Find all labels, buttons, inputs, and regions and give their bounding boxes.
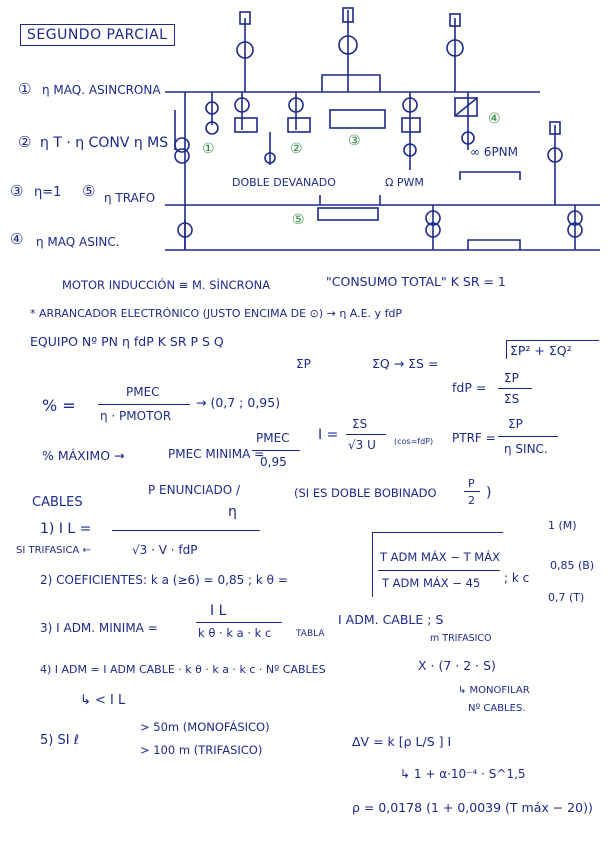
pct-numerator: PMEC: [126, 385, 160, 399]
cables-rho: ρ = 0,0178 (1 + 0,0039 (T máx − 20)): [352, 800, 593, 815]
diagram-circle-5: ⑤: [292, 212, 305, 228]
sum-q-arrow: ΣQ → ΣS =: [372, 356, 439, 371]
i-denominator: √3 U: [348, 438, 376, 452]
cables-lt-il: ↳ < I L: [80, 693, 126, 708]
cables-p-enunciado: P ENUNCIADO /: [148, 483, 241, 497]
pmec-min-label: PMEC MINIMA =: [168, 447, 265, 461]
cables-x-expression: X · (7 · 2 · S): [418, 658, 496, 673]
item-3-number: ③: [10, 182, 24, 200]
label-doble-devanado: DOBLE DEVANADO: [232, 176, 336, 189]
cables-kc: ; k c: [504, 571, 530, 585]
cables-delta-v: ΔV = k [ρ L/S ] I: [352, 734, 452, 749]
pmec-min-numerator: PMEC: [256, 431, 290, 445]
cables-step3-result: I ADM. CABLE ; S: [338, 612, 444, 627]
line-arrancador: * ARRANCADOR ELECTRÓNICO (JUSTO ENCIMA DE ⊙) → η A.E. y fdP: [30, 307, 403, 320]
cables-tabla: TABLA: [296, 629, 325, 639]
cables-sqrt-fraction-bar: [378, 570, 500, 571]
pmec-min-denominator: 0,95: [260, 455, 287, 469]
item-4-text: η MAQ ASINC.: [36, 235, 120, 249]
cables-doble-bobinado: (SI ES DOBLE BOBINADO: [294, 486, 437, 500]
ptrf-numerator: ΣP: [508, 417, 523, 431]
cables-monofasico: > 50m (MONOFÁSICO): [140, 720, 270, 734]
cables-step1-denominator: √3 · V · fdP: [132, 543, 198, 557]
pmec-min-fraction-bar: [252, 450, 300, 451]
cables-close-paren: ): [486, 485, 492, 501]
cables-delta-v-k: ↳ 1 + α·10⁻⁴ · S^1,5: [400, 767, 526, 781]
cables-sqrt-denominator: T ADM MÁX − 45: [382, 576, 481, 590]
cables-kc-1: 1 (M): [548, 519, 577, 532]
pct-fraction-bar: [98, 404, 190, 405]
cables-m-trifasico: m TRIFASICO: [430, 633, 492, 644]
fdp-fraction-bar: [498, 388, 532, 389]
cables-kc-3: 0,7 (T): [548, 591, 585, 604]
ptrf-denominator: η SINC.: [504, 442, 548, 456]
cables-step3: 3) I ADM. MINIMA =: [40, 621, 158, 635]
cables-step3-denominator: k θ · k a · k c: [198, 626, 272, 640]
pct-denominator: η · PMOTOR: [100, 409, 172, 423]
cables-monofilar: ↳ MONOFILAR: [458, 685, 530, 696]
pct-max-label: % MÁXIMO →: [42, 448, 125, 463]
diagram-circle-3: ③: [348, 133, 361, 149]
i-fraction-bar: [346, 434, 386, 435]
line-equipo-header: EQUIPO Nº PN η fdP K SR P S Q: [30, 334, 224, 349]
sum-p: ΣP: [296, 357, 311, 371]
cables-p-half-bar: [464, 491, 480, 492]
label-pwm: Ω PWM: [385, 176, 424, 189]
fdp-numerator: ΣP: [504, 371, 519, 385]
cables-n-cables: Nº CABLES.: [468, 703, 526, 714]
cables-step4: 4) I ADM = I ADM CABLE · k θ · k a · k c · Nº CABLES: [40, 663, 326, 676]
i-numerator: ΣS: [352, 417, 368, 431]
item-1-number: ①: [18, 80, 32, 98]
page-title: SEGUNDO PARCIAL: [20, 24, 175, 46]
cables-step3-numerator: I L: [210, 603, 227, 619]
pct-label: % =: [42, 396, 76, 415]
ptrf-label: PTRF =: [452, 431, 496, 445]
item-5-text: η TRAFO: [104, 191, 156, 205]
cables-heading: CABLES: [32, 495, 83, 510]
cables-step5: 5) SI ℓ: [40, 733, 80, 748]
fdp-label: fdP =: [452, 380, 487, 395]
line-consumo-total: "CONSUMO TOTAL" K SR = 1: [326, 274, 506, 289]
cables-trifasico: > 100 m (TRIFASICO): [140, 743, 263, 757]
item-2-number: ②: [18, 133, 32, 151]
cables-kc-2: 0,85 (B): [550, 559, 595, 572]
diagram-circle-1: ①: [202, 141, 215, 157]
item-2-text: η T · η CONV η MS: [40, 135, 169, 151]
cables-step1: 1) I L =: [40, 521, 92, 537]
cables-p-half-den: 2: [468, 494, 475, 507]
cables-p-half-num: P: [468, 477, 475, 490]
i-label: I =: [318, 427, 339, 443]
cables-eta: η: [228, 504, 237, 520]
item-4-number: ④: [10, 230, 24, 248]
item-5-number: ⑤: [82, 182, 96, 200]
cables-step3-fraction-bar: [196, 622, 282, 623]
cos-fdp-note: (cos=fdP): [394, 437, 434, 446]
ptrf-fraction-bar: [498, 436, 558, 437]
item-3-text: η=1: [34, 185, 62, 200]
cables-si-trifasica: SI TRIFASICA ←: [16, 545, 91, 556]
cables-step2: 2) COEFICIENTES: k a (≥6) = 0,85 ; k θ =: [40, 573, 288, 587]
fdp-denominator: ΣS: [504, 392, 520, 406]
label-gpnm: ∞ 6PNM: [470, 145, 519, 159]
cables-sqrt-numerator: T ADM MÁX − T MÁX: [380, 550, 500, 564]
line-motor-induccion: MOTOR INDUCCIÓN ≡ M. SÍNCRONA: [62, 278, 271, 292]
cables-step1-fraction-bar: [112, 530, 260, 531]
sqrt-expression: ΣP² + ΣQ²: [510, 343, 572, 358]
pct-range: → (0,7 ; 0,95): [196, 395, 281, 410]
diagram-circle-4: ④: [488, 111, 501, 127]
item-1-text: η MAQ. ASINCRONA: [42, 83, 161, 97]
diagram-circle-2: ②: [290, 141, 303, 157]
